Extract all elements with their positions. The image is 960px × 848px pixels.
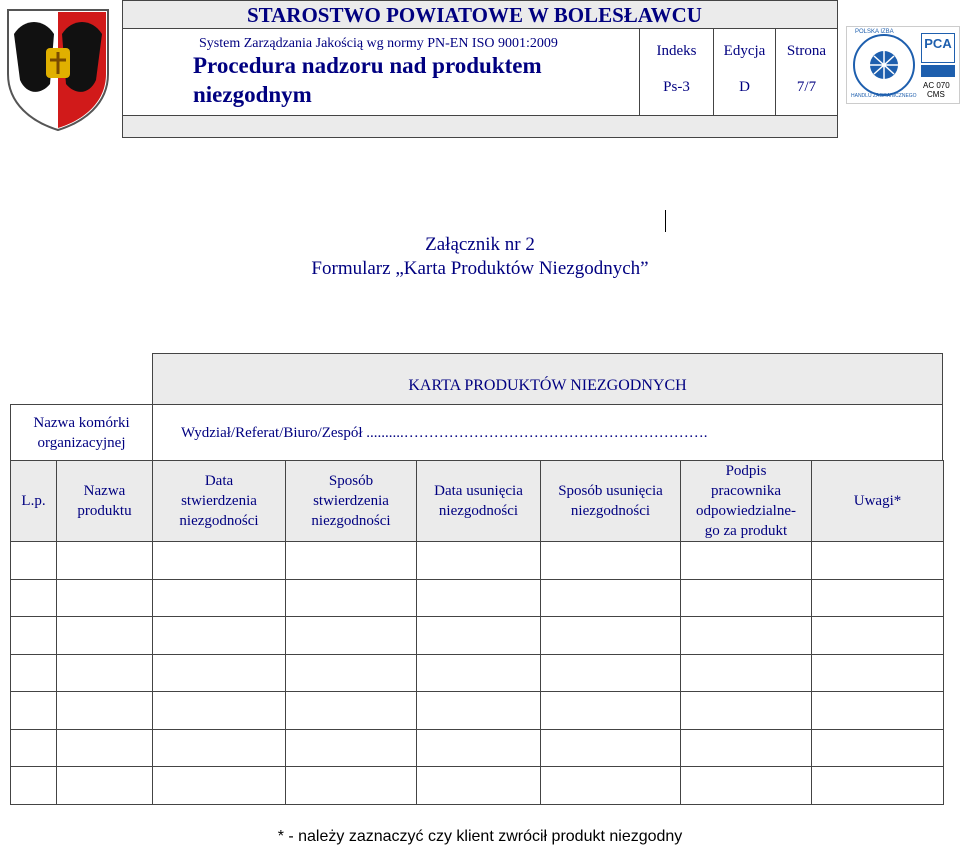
- table-cell-remarks[interactable]: [811, 616, 944, 655]
- table-cell-product-name[interactable]: [56, 691, 153, 730]
- procedure-title: [193, 51, 613, 109]
- column-header-line: Sposób usunięcia: [558, 483, 663, 499]
- meta-edition-value: D: [739, 79, 750, 95]
- table-cell-product-name[interactable]: [56, 541, 153, 580]
- header-bottom-bar: [123, 115, 837, 137]
- table-cell-removal-date[interactable]: [416, 616, 541, 655]
- column-header-line: Sposób: [328, 473, 374, 489]
- accreditation-number: AC 070: [923, 81, 950, 90]
- document-header: [122, 0, 838, 138]
- column-header-line: Uwagi*: [853, 493, 902, 509]
- column-header-lp: [10, 460, 57, 542]
- table-cell-detection-method[interactable]: [285, 579, 417, 618]
- table-cell-removal-date[interactable]: [416, 691, 541, 730]
- attachment-form-title: Formularz „Karta Produktów Niezgodnych”: [311, 258, 649, 279]
- table-cell-detection-method[interactable]: [285, 654, 417, 693]
- column-header-line: Nazwa: [83, 483, 126, 499]
- table-cell-remarks[interactable]: [811, 691, 944, 730]
- pca-logo: PCA: [921, 33, 955, 63]
- table-cell-lp[interactable]: [10, 766, 57, 805]
- column-header-removal-method: [540, 460, 681, 542]
- table-cell-detection-date[interactable]: [152, 579, 286, 618]
- chamber-of-commerce-logo: [851, 29, 917, 101]
- table-cell-remarks[interactable]: [811, 654, 944, 693]
- table-cell-lp[interactable]: [10, 654, 57, 693]
- unit-value: Wydział/Referat/Biuro/Zespół ..........…………………………………………………….: [181, 425, 708, 441]
- table-cell-detection-date[interactable]: [152, 541, 286, 580]
- column-header-detection-date: [152, 460, 286, 542]
- attachment-number: Załącznik nr 2: [425, 234, 535, 255]
- column-header-line: odpowiedzialne-: [696, 503, 796, 519]
- column-header-line: go za produkt: [704, 523, 788, 539]
- table-cell-responsible-signature[interactable]: [680, 691, 812, 730]
- table-cell-removal-method[interactable]: [540, 541, 681, 580]
- table-cell-removal-date[interactable]: [416, 541, 541, 580]
- column-header-line: stwierdzenia: [313, 493, 389, 509]
- column-header-line: niezgodności: [438, 503, 519, 519]
- certification-logos: [846, 26, 960, 104]
- table-cell-removal-method[interactable]: [540, 579, 681, 618]
- table-cell-detection-method[interactable]: [285, 766, 417, 805]
- table-cell-detection-method[interactable]: [285, 729, 417, 768]
- column-header-remarks: [811, 460, 944, 542]
- table-cell-remarks[interactable]: [811, 729, 944, 768]
- meta-edition-label: Edycja: [723, 43, 766, 59]
- table-cell-detection-method[interactable]: [285, 616, 417, 655]
- table-cell-removal-method[interactable]: [540, 616, 681, 655]
- quality-system-line: System Zarządzania Jakością wg normy PN-EN ISO 9001:2009: [199, 36, 558, 51]
- table-cell-responsible-signature[interactable]: [680, 616, 812, 655]
- table-cell-detection-date[interactable]: [152, 766, 286, 805]
- column-header-line: Data: [204, 473, 234, 489]
- table-cell-removal-date[interactable]: [416, 766, 541, 805]
- meta-index-label: Indeks: [656, 43, 697, 59]
- meta-page-value: 7/7: [796, 79, 817, 95]
- column-header-detection-method: [285, 460, 417, 542]
- column-header-responsible-signature: [680, 460, 812, 542]
- column-header-line: Data usunięcia: [434, 483, 523, 499]
- accreditation-type: CMS: [927, 90, 945, 99]
- meta-page: [775, 29, 837, 115]
- table-cell-removal-date[interactable]: [416, 729, 541, 768]
- table-cell-detection-method[interactable]: [285, 691, 417, 730]
- table-cell-detection-date[interactable]: [152, 729, 286, 768]
- unit-label: Nazwa komórki organizacyjnej: [10, 404, 153, 461]
- table-cell-detection-date[interactable]: [152, 691, 286, 730]
- table-cell-lp[interactable]: [10, 579, 57, 618]
- column-header-line: pracownika: [711, 483, 781, 499]
- table-cell-product-name[interactable]: [56, 729, 153, 768]
- table-cell-product-name[interactable]: [56, 616, 153, 655]
- column-header-line: niezgodności: [179, 513, 259, 529]
- institution-name: STAROSTWO POWIATOWE W BOLESŁAWCU: [123, 1, 837, 29]
- meta-index: [639, 29, 713, 115]
- table-cell-product-name[interactable]: [56, 579, 153, 618]
- coat-of-arms-logo: [4, 4, 112, 132]
- meta-page-label: Strona: [786, 43, 827, 59]
- table-cell-removal-date[interactable]: [416, 579, 541, 618]
- table-cell-responsible-signature[interactable]: [680, 541, 812, 580]
- table-cell-remarks[interactable]: [811, 579, 944, 618]
- table-cell-product-name[interactable]: [56, 654, 153, 693]
- meta-edition: [713, 29, 775, 115]
- table-cell-detection-date[interactable]: [152, 616, 286, 655]
- table-cell-lp[interactable]: [10, 691, 57, 730]
- table-cell-product-name[interactable]: [56, 766, 153, 805]
- column-header-product-name: [56, 460, 153, 542]
- column-header-removal-date: [416, 460, 541, 542]
- table-cell-removal-method[interactable]: [540, 654, 681, 693]
- table-cell-removal-date[interactable]: [416, 654, 541, 693]
- form-title: KARTA PRODUKTÓW NIEZGODNYCH: [152, 353, 943, 405]
- cert-text-bottom: HANDLU ZAGRANICZNEGO: [851, 93, 917, 99]
- table-cell-remarks[interactable]: [811, 766, 944, 805]
- table-cell-responsible-signature[interactable]: [680, 579, 812, 618]
- table-cell-detection-method[interactable]: [285, 541, 417, 580]
- cert-text-top: POLSKA IZBA: [855, 29, 894, 35]
- procedure-title-line-1: Procedura nadzoru nad produktem: [193, 53, 542, 78]
- pca-band: [921, 65, 955, 77]
- column-header-line: niezgodności: [570, 503, 651, 519]
- document-meta: [639, 29, 837, 115]
- table-cell-responsible-signature[interactable]: [680, 729, 812, 768]
- meta-index-value: Ps-3: [663, 79, 690, 95]
- table-cell-lp[interactable]: [10, 729, 57, 768]
- table-cell-removal-method[interactable]: [540, 729, 681, 768]
- column-header-line: niezgodności: [311, 513, 391, 529]
- table-cell-removal-method[interactable]: [540, 691, 681, 730]
- procedure-title-line-2: niezgodnym: [193, 82, 312, 107]
- table-cell-removal-method[interactable]: [540, 766, 681, 805]
- table-cell-lp[interactable]: [10, 541, 57, 580]
- table-cell-remarks[interactable]: [811, 541, 944, 580]
- table-cell-lp[interactable]: [10, 616, 57, 655]
- table-cell-responsible-signature[interactable]: [680, 654, 812, 693]
- column-header-line: stwierdzenia: [181, 493, 257, 509]
- column-header-line: L.p.: [21, 493, 46, 509]
- text-cursor: [665, 210, 666, 232]
- table-cell-detection-date[interactable]: [152, 654, 286, 693]
- column-header-line: produktu: [77, 503, 132, 519]
- procedure-info: [123, 29, 639, 115]
- table-cell-responsible-signature[interactable]: [680, 766, 812, 805]
- footnote: * - należy zaznaczyć czy klient zwrócił produkt niezgodny: [277, 828, 683, 845]
- unit-field[interactable]: [152, 404, 943, 461]
- column-header-line: Podpis: [725, 463, 767, 479]
